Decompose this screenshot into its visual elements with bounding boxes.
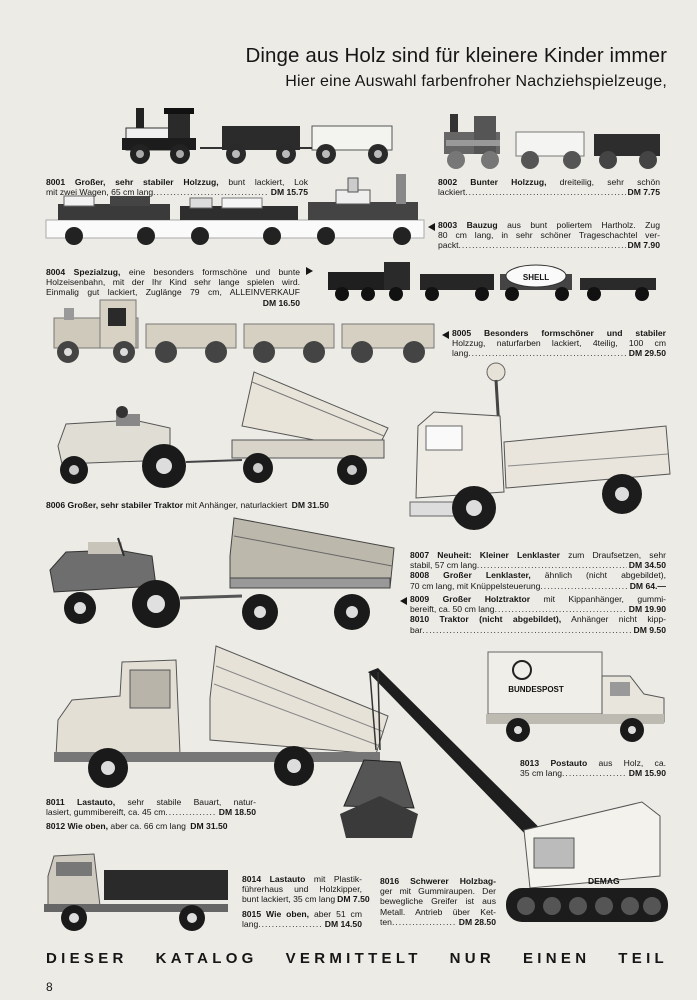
item-price: DM 64.— — [629, 580, 666, 591]
item-text: aber ca. 66 cm lang — [110, 821, 186, 832]
demag-marking: DEMAG — [588, 876, 620, 886]
item-text: stabil, 57 cm lang — [410, 560, 477, 571]
item-text: Holzeisenbahn, mit der Ihr Kind sehr lange spielen wird. — [46, 277, 300, 288]
item-text: mit zwei Wagen, 65 cm lang — [46, 187, 154, 198]
caption-8016 — [380, 876, 496, 927]
item-text: Anhänger nicht kipp- — [571, 614, 666, 625]
item-text: mit Anhänger, naturlackiert — [185, 500, 288, 510]
caption-8013 — [520, 758, 666, 778]
item-number: 8001 — [46, 177, 66, 187]
item-name: Spezialzug, — [73, 267, 121, 277]
item-price: DM 15.75 — [270, 187, 308, 198]
pointer-arrow — [442, 331, 449, 339]
item-text: aus bunt poliertem Hartholz. Zug — [507, 220, 660, 230]
item-text: führerhaus und Holzkipper, — [242, 884, 362, 895]
toy-tractor-8009-image — [44, 516, 396, 638]
item-text: bar — [410, 624, 423, 635]
item-text: Metall. Antrieb über Ket- — [380, 906, 496, 917]
item-text: aus Holz, ca. — [598, 758, 667, 768]
pointer-arrow — [306, 267, 313, 275]
item-price: DM 15.90 — [628, 768, 666, 779]
item-text: lang — [452, 348, 469, 359]
item-text: bereift, ca. 50 cm lang — [410, 604, 495, 615]
item-name: Wie oben, — [67, 821, 109, 832]
caption-8002 — [438, 177, 660, 197]
page-number: 8 — [46, 980, 53, 994]
item-price: DM 16.50 — [262, 297, 300, 308]
item-text: dreiteilig, sehr schön — [559, 177, 661, 187]
caption-8001 — [46, 177, 308, 197]
item-number: 8008 — [410, 570, 430, 581]
item-number: 8005 — [452, 328, 472, 338]
item-name: Bunter Holzzug, — [470, 177, 547, 187]
item-number: 8002 — [438, 177, 458, 187]
item-price: DM 7.75 — [627, 187, 660, 198]
item-text: ähnlich (nicht abgebildet), — [544, 570, 666, 581]
item-price: DM 9.50 — [633, 624, 666, 635]
item-price: DM 18.50 — [218, 807, 256, 818]
item-text: Holzzug, naturfarben lackiert, 4teilig, 100 cm — [452, 338, 666, 349]
page-subheadline: Hier eine Auswahl farbenfroher Nachziehspielzeuge, — [285, 73, 667, 90]
item-price: DM 7.90 — [627, 240, 660, 251]
toy-tractor-8006-image — [46, 368, 392, 494]
caption-8003 — [438, 220, 660, 251]
item-number: 8007 — [410, 550, 430, 560]
item-name: Besonders formschöner und stabiler — [484, 328, 666, 338]
caption-8007-8008 — [410, 550, 666, 591]
pointer-arrow — [428, 223, 435, 231]
item-name: Neuheit: Kleiner Lenklaster — [437, 550, 560, 560]
bundespost-marking: BUNDESPOST — [508, 685, 564, 694]
item-text: sehr stabile Bauart, natur- — [127, 797, 257, 807]
item-name: Großer Holztraktor — [442, 594, 531, 604]
item-text: ten — [380, 916, 392, 927]
caption-8011-8012 — [46, 797, 256, 832]
page-headline: Dinge aus Holz sind für kleinere Kinder immer — [245, 44, 667, 67]
item-text: ger mit Gummiraupen. Der — [380, 886, 496, 897]
caption-8009-8010 — [410, 594, 666, 635]
caption-8014-8015 — [242, 874, 370, 929]
item-text: 70 cm lang, mit Knüppelsteuerung — [410, 580, 541, 591]
shell-marking: SHELL — [522, 273, 550, 282]
item-text: bunt lackiert, 35 cm lang — [242, 894, 336, 905]
item-number: 8006 — [46, 500, 66, 510]
item-price: DM 14.50 — [324, 918, 362, 929]
item-name: Bauzug — [466, 220, 498, 230]
item-name: Lastauto — [269, 874, 306, 884]
item-text: mit Kippanhänger, gummi- — [543, 594, 667, 604]
item-name: Traktor (nicht abgebildet), — [439, 614, 562, 625]
item-text: mit Plastik- — [313, 874, 363, 884]
item-number: 8010 — [410, 614, 430, 625]
item-price: DM 29.50 — [628, 348, 666, 359]
item-text: zum Draufsetzen, sehr — [568, 550, 667, 560]
item-text: eine besonders formschöne und bunte — [128, 267, 301, 277]
caption-8004 — [46, 267, 300, 308]
item-text: aber 51 cm — [313, 908, 362, 919]
item-price: DM 31.50 — [291, 500, 329, 510]
item-text: bunt lackiert, Lok — [228, 177, 309, 187]
item-price: DM 28.50 — [458, 916, 496, 927]
toy-truck-8014-image — [44, 848, 234, 934]
item-name: Großer, sehr stabiler Holzzug, — [74, 177, 219, 187]
item-number: 8003 — [438, 220, 458, 230]
item-text: 80 cm lang, in sehr schöner Trageschachtel ver- — [438, 230, 660, 241]
item-number: 8015 — [242, 908, 262, 919]
pointer-arrow — [400, 597, 407, 605]
item-text: bewegliche Greifer ist aus — [380, 896, 496, 907]
catalog-footer: DIESER KATALOG VERMITTELT NUR EINEN TEIL — [46, 950, 668, 967]
item-price: DM 34.50 — [628, 560, 666, 571]
item-name: Lastauto, — [76, 797, 116, 807]
item-number: 8014 — [242, 874, 262, 884]
item-number: 8012 — [46, 821, 66, 832]
item-number: 8016 — [380, 876, 400, 886]
item-price: DM 19.90 — [628, 604, 666, 615]
item-price: DM 31.50 — [190, 821, 228, 832]
caption-8005 — [452, 328, 666, 359]
item-text: Einmalig gut lackiert, Zuglänge 79 cm, ALLEINVERKAUF — [46, 287, 300, 298]
item-name: Schwerer Holzbag- — [410, 876, 496, 886]
item-name: Postauto — [550, 758, 588, 768]
toy-train-8002-image — [438, 110, 664, 172]
item-text: 35 cm lang — [520, 768, 563, 779]
item-number: 8013 — [520, 758, 540, 768]
toy-truck-8007-image — [408, 362, 674, 546]
item-text: lasiert, gummibereift, ca. 45 cm — [46, 807, 166, 818]
item-text: lackiert — [438, 187, 466, 198]
item-text: packt — [438, 240, 459, 251]
item-number: 8004 — [46, 267, 66, 277]
item-number: 8009 — [410, 594, 430, 604]
item-name: Großer Lenklaster, — [443, 570, 531, 581]
toy-train-8001-image — [118, 104, 398, 170]
item-number: 8011 — [46, 797, 65, 807]
item-name: Großer, sehr stabiler Traktor — [67, 500, 184, 510]
item-name: Wie oben, — [266, 908, 310, 919]
caption-8006 — [46, 500, 376, 510]
item-text: lang — [242, 918, 259, 929]
item-price: DM 7.50 — [337, 894, 370, 905]
